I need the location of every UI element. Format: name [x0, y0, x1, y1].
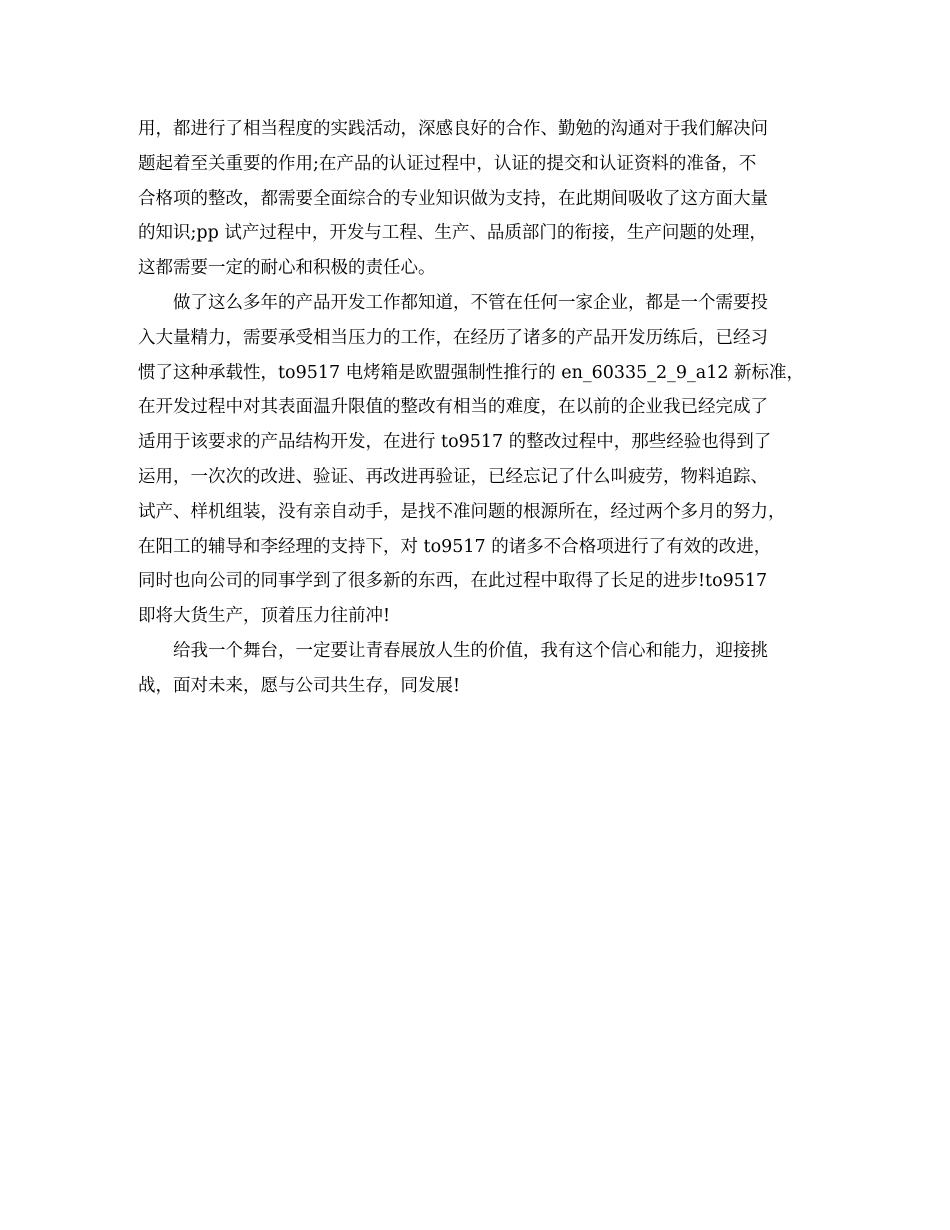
text-line: 用，都进行了相当程度的实践活动，深感良好的合作、勤勉的沟通对于我们解决问 [138, 119, 768, 139]
text-line: 合格项的整改，都需要全面综合的专业知识做为支持，在此期间吸收了这方面大量 [138, 188, 768, 209]
text-line: 做了这么多年的产品开发工作都知道，不管在任何一家企业，都是一个需要投 [173, 292, 768, 313]
text-line: 惯了这种承载性，to9517 电烤箱是欧盟强制性推行的 en_60335_2_9_a12 新标准， [138, 362, 805, 383]
text-line: 在开发过程中对其表面温升限值的整改有相当的难度，在以前的企业我已经完成了 [138, 397, 768, 418]
text-line: 给我一个舞台，一定要让青春展放人生的价值，我有这个信心和能力，迎接挑 [173, 640, 768, 661]
paragraph-1 [138, 112, 838, 286]
text-line: 在阳工的辅导和李经理的支持下，对 to9517 的诸多不合格项进行了有效的改进， [138, 536, 772, 557]
paragraph-3 [138, 634, 838, 704]
text-line: 入大量精力，需要承受相当压力的工作，在经历了诸多的产品开发历练后，已经习 [138, 327, 768, 348]
text-line: 这都需要一定的耐心和积极的责任心。 [138, 258, 436, 279]
text-line: 即将大货生产，顶着压力往前冲! [138, 606, 391, 627]
document-body [138, 112, 838, 704]
text-line: 的知识;pp 试产过程中，开发与工程、生产、品质部门的衔接，生产问题的处理， [138, 223, 767, 244]
text-line: 同时也向公司的同事学到了很多新的东西，在此过程中取得了长足的进步!to9517 [138, 571, 768, 592]
text-line: 战，面对未来，愿与公司共生存，同发展! [138, 675, 461, 696]
text-line: 适用于该要求的产品结构开发，在进行 to9517 的整改过程中，那些经验也得到了 [138, 432, 772, 453]
text-line: 试产、样机组装，没有亲自动手，是找不准问题的根源所在，经过两个多月的努力， [138, 501, 786, 522]
text-line: 运用，一次次的改进、验证、再改进再验证，已经忘记了什么叫疲劳，物料追踪、 [138, 466, 768, 487]
paragraph-2 [138, 286, 838, 634]
text-line: 题起着至关重要的作用;在产品的认证过程中，认证的提交和认证资料的准备，不 [138, 153, 757, 174]
